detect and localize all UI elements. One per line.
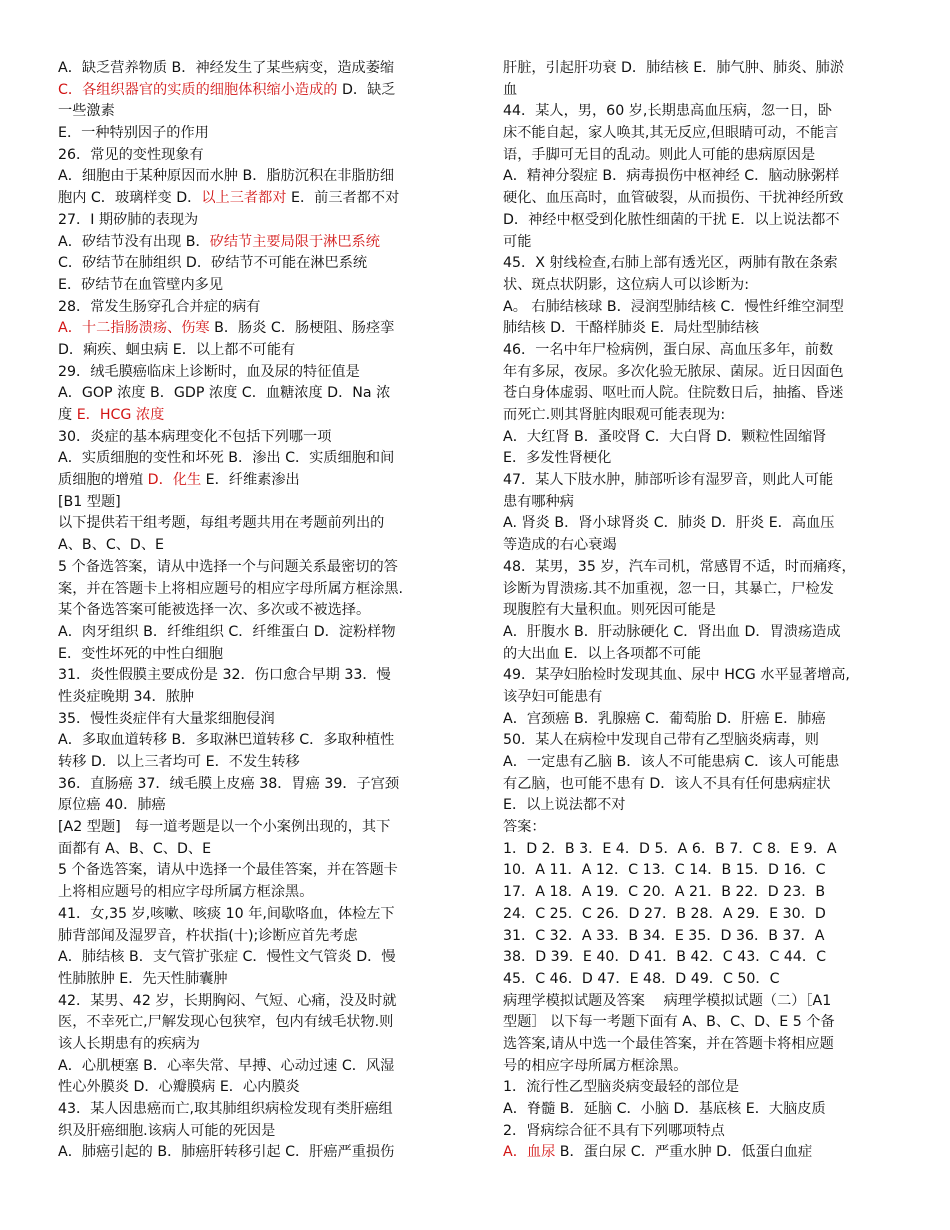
text-segment: 2．肾病综合征不具有下列哪项特点 <box>503 1122 725 1139</box>
text-line <box>503 665 893 687</box>
text-line <box>503 318 893 340</box>
text-line <box>58 362 448 384</box>
text-segment: 质细胞的增殖 <box>58 472 148 489</box>
text-segment: 苍白身体虚弱、呕吐而人院。住院数日后，抽搐、昏迷 <box>503 385 844 402</box>
highlighted-answer: A．十二指肠溃疡、伤寒 <box>58 320 210 337</box>
text-line <box>503 492 893 514</box>
text-segment: A。 右肺结核球 B．浸润型肺结核 C．慢性纤维空洞型 <box>503 298 844 315</box>
text-line <box>58 145 448 167</box>
text-segment: 肝脏，引起肝功衰 D．肺结核 E．肺气肿、肺炎、肺淤 <box>503 60 845 76</box>
text-segment: A．细胞由于某种原因而水肿 B．脂肪沉积在非脂肪细 <box>58 168 395 185</box>
text-segment: 可能 <box>503 233 532 250</box>
text-segment: 以下提供若干组考题，每组考题共用在考题前列出的 <box>58 515 385 532</box>
text-segment: 胞内 C．玻璃样变 D． <box>58 190 202 207</box>
text-line <box>503 210 893 232</box>
text-segment: 肺结核 D．干酪样肺炎 E．局灶型肺结核 <box>503 320 759 337</box>
text-segment: 29．绒毛膜癌临床上诊断时，血及尿的特征值是 <box>58 363 360 380</box>
text-segment: E．以上说法都不对 <box>503 797 626 814</box>
text-line <box>503 860 893 882</box>
text-line <box>58 1056 448 1078</box>
text-segment: 号的相应字母所属方框涂黑。 <box>503 1057 688 1074</box>
text-line <box>503 405 893 427</box>
text-segment: A．矽结节没有出现 B． <box>58 233 210 250</box>
text-line <box>503 275 893 297</box>
text-line <box>58 860 448 882</box>
text-segment: 选答案,请从中选一个最佳答案，并在答题卡将相应题 <box>503 1035 834 1052</box>
text-line <box>58 297 448 319</box>
text-line <box>58 839 448 861</box>
text-segment: A．脊髓 B．延脑 C．小脑 D．基底核 E．大脑皮质 <box>503 1101 826 1117</box>
text-segment: 一些激素 <box>58 103 115 120</box>
text-segment: 42．某男、42 岁，长期胸闷、气短、心痛，没及时就 <box>58 992 397 1009</box>
text-line <box>58 492 448 514</box>
text-segment: 5 个备选答案，请从中选择一个与问题关系最密切的答 <box>58 558 398 575</box>
text-segment: 等造成的右心衰竭 <box>503 537 617 554</box>
text-segment: 而死亡.则其肾脏肉眼观可能表现为: <box>503 407 726 423</box>
text-line <box>58 318 448 340</box>
text-segment: 26．常见的变性现象有 <box>58 146 204 163</box>
text-segment: A. 肾炎 B．肾小球肾炎 C．肺炎 D．肝炎 E．高血压 <box>503 515 835 532</box>
text-segment: 肺背部闻及湿罗音，杵状指(十);诊断应首先考虑 <box>58 927 358 944</box>
text-line <box>503 579 893 601</box>
text-line <box>503 991 893 1013</box>
text-line <box>58 1077 448 1099</box>
text-line <box>58 80 448 102</box>
text-segment: 48．某男，35 岁，汽车司机，常感胃不适，时而痛疼， <box>503 558 856 575</box>
text-segment: 度 <box>58 407 77 423</box>
text-segment: 现腹腔有大量积血。则死因可能是 <box>503 602 716 619</box>
text-line <box>503 1056 893 1078</box>
text-line <box>503 188 893 210</box>
text-segment: A．多取血道转移 B．多取淋巴道转移 C．多取种植性 <box>58 732 395 749</box>
text-segment: E．矽结节在血管壁内多见 <box>58 276 224 293</box>
text-line <box>503 253 893 275</box>
text-segment: 44．某人，男，60 岁,长期患高血压病，忽一日，卧 <box>503 103 832 120</box>
text-line <box>58 470 448 492</box>
text-segment: B．肠炎 C．肠梗阻、肠痉挛 <box>209 320 395 337</box>
text-segment: E．一种特别因子的作用 <box>58 125 209 142</box>
highlighted-answer: D．化生 <box>147 472 202 489</box>
text-segment: A．实质细胞的变性和坏死 B．渗出 C．实质细胞和间 <box>58 450 395 467</box>
text-line <box>58 1142 448 1164</box>
text-line <box>58 188 448 210</box>
text-segment: 10．A 11．A 12．C 13．C 14．B 15．D 16．C <box>503 862 826 879</box>
highlighted-answer: E．HCG 浓度 <box>76 407 165 423</box>
text-line <box>58 253 448 275</box>
text-line <box>503 1121 893 1143</box>
text-segment: 状、斑点状阴影，这位病人可以诊断为: <box>503 276 749 293</box>
text-line <box>58 709 448 731</box>
text-segment: 该孕妇可能患有 <box>503 688 603 705</box>
text-line <box>503 947 893 969</box>
text-segment: 35．慢性炎症伴有大量浆细胞侵润 <box>58 710 275 727</box>
text-line <box>58 795 448 817</box>
text-line <box>58 730 448 752</box>
text-line <box>58 817 448 839</box>
text-line <box>503 448 893 470</box>
text-segment: 有乙脑，也可能不患有 D．该人不具有任何患病症状 <box>503 775 831 792</box>
text-segment: 织及肝癌细胞.该病人可能的死因是 <box>58 1122 276 1139</box>
text-line <box>503 145 893 167</box>
text-line <box>503 622 893 644</box>
text-line <box>503 297 893 319</box>
text-segment: A．一定患有乙脑 B．该人不可能患病 C．该人可能患 <box>503 754 840 770</box>
text-line <box>58 535 448 557</box>
text-line <box>503 166 893 188</box>
text-segment: 性肺脓肿 E．先天性肺囊肿 <box>58 970 228 987</box>
text-line <box>503 1099 893 1121</box>
text-line <box>58 1034 448 1056</box>
text-line <box>58 752 448 774</box>
text-segment: 转移 D．以上三者均可 E．不发生转移 <box>58 754 300 770</box>
highlighted-answer: 以上三者都对 <box>201 190 287 207</box>
text-segment: 45．X 射线检查,右肺上部有透光区，两肺有散在条索 <box>503 255 838 272</box>
text-line <box>503 340 893 362</box>
text-segment: A．宫颈癌 B．乳腺癌 C．葡萄胎 D．肝癌 E．肺癌 <box>503 710 826 727</box>
text-segment: A．心肌梗塞 B．心率失常、早搏、心动过速 C．风湿 <box>58 1057 395 1074</box>
text-line <box>503 774 893 796</box>
text-segment: E．纤维素渗出 <box>201 472 300 489</box>
text-line <box>58 947 448 969</box>
text-segment: 面都有 A、B、C、D、E <box>58 840 212 857</box>
text-segment: A．GOP 浓度 B．GDP 浓度 C．血糖浓度 D．Na 浓 <box>58 385 391 402</box>
text-segment: 某个备选答案可能被选择一次、多次或不被选择。 <box>58 602 371 619</box>
text-line <box>503 513 893 535</box>
text-segment: 5 个备选答案，请从中选择一个最佳答案，并在答题卡 <box>58 862 398 879</box>
text-segment: A．肉牙组织 B．纤维组织 C．纤维蛋白 D．淀粉样物 <box>58 623 396 640</box>
text-segment: E．变性坏死的中性白细胞 <box>58 645 224 662</box>
text-line <box>503 969 893 991</box>
left-column <box>58 58 448 1164</box>
text-segment: A．精神分裂症 B．病毒损伤中枢神经 C．脑动脉粥样 <box>503 168 840 185</box>
text-line <box>503 470 893 492</box>
text-segment: 27．I 期矽肺的表现为 <box>58 211 199 228</box>
text-segment: B．蛋白尿 C．严重水肿 D．低蛋白血症 <box>555 1144 813 1161</box>
text-segment: 24．C 25．C 26．D 27．B 28．A 29．E 30．D <box>503 905 826 922</box>
text-line <box>58 340 448 362</box>
text-segment: 45．C 46．D 47．E 48．D 49．C 50．C <box>503 970 780 987</box>
text-segment: A．肝腹水 B．肝动脉硬化 C．肾出血 D．胃溃疡造成 <box>503 623 841 640</box>
text-segment: 1．流行性乙型脑炎病变最轻的部位是 <box>503 1079 740 1096</box>
text-segment: 型题］ 以下每一考题下面有 A、B、C、D、E 5 个备 <box>503 1014 835 1031</box>
text-segment: 17．A 18．A 19．C 20．A 21．B 22．D 23．B <box>503 884 826 901</box>
highlighted-answer: C．各组织器官的实质的细胞体积缩小造成的 <box>58 81 338 98</box>
text-segment: 31．炎性假膜主要成份是 32．伤口愈合早期 33．慢 <box>58 667 391 684</box>
text-line <box>58 101 448 123</box>
text-line <box>58 882 448 904</box>
text-segment: 36．直肠癌 37．绒毛膜上皮癌 38．胃癌 39．子宫颈 <box>58 775 400 792</box>
text-segment: 该人长期患有的疾病为 <box>58 1035 200 1052</box>
highlighted-answer: 矽结节主要局限于淋巴系统 <box>209 233 380 250</box>
text-line <box>503 644 893 666</box>
text-line <box>503 383 893 405</box>
text-segment: 性心外膜炎 D．心瓣膜病 E．心内膜炎 <box>58 1079 300 1096</box>
right-column <box>503 58 893 1164</box>
text-segment: 答案： <box>503 819 546 836</box>
text-line <box>503 123 893 145</box>
text-segment: D．神经中枢受到化脓性细菌的干扰 E．以上说法都不 <box>503 211 840 228</box>
text-segment: 患有哪种病 <box>503 493 574 510</box>
text-line <box>58 1099 448 1121</box>
text-line <box>503 926 893 948</box>
text-line <box>503 80 893 102</box>
text-segment: 诊断为胃溃疡.其不加重视，忽一日，其暴亡，尸检发 <box>503 580 834 597</box>
text-line <box>503 58 893 80</box>
text-line <box>58 774 448 796</box>
text-segment: 上将相应题号的相应字母所属方框涂黑。 <box>58 884 314 901</box>
text-line <box>58 275 448 297</box>
text-segment: 医，不幸死亡,尸解发现心包狭窄，包内有绒毛状物.则 <box>58 1014 394 1031</box>
text-line <box>58 665 448 687</box>
text-segment: 31．C 32．A 33．B 34．E 35．D 36．B 37．A <box>503 927 825 944</box>
text-segment: A．肺结核 B．支气管扩张症 C．慢性文气管炎 D．慢 <box>58 949 396 966</box>
text-line <box>58 579 448 601</box>
text-line <box>58 1012 448 1034</box>
text-segment: 30．炎症的基本病理变化不包括下列哪一项 <box>58 428 332 445</box>
text-segment: E．多发性肾梗化 <box>503 450 612 467</box>
text-line <box>58 904 448 926</box>
text-line <box>58 557 448 579</box>
text-line <box>58 1121 448 1143</box>
text-line <box>503 795 893 817</box>
text-line <box>58 991 448 1013</box>
text-line <box>503 752 893 774</box>
text-segment: 43．某人因患癌而亡,取其肺组织病检发现有类肝癌组 <box>58 1101 393 1117</box>
text-line <box>503 904 893 926</box>
text-line <box>503 882 893 904</box>
text-line <box>58 687 448 709</box>
text-segment: A．大红肾 B．蚤咬肾 C．大白肾 D．颗粒性固缩肾 <box>503 428 827 445</box>
text-line <box>503 687 893 709</box>
text-line <box>58 383 448 405</box>
text-line <box>503 362 893 384</box>
text-line <box>58 123 448 145</box>
text-line <box>58 969 448 991</box>
text-segment: 49．某孕妇胎检时发现其血、尿中 HCG 水平显著增高, <box>503 667 850 684</box>
text-segment: 病理学模拟试题及答案 病理学模拟试题（二）［A1 <box>503 992 832 1009</box>
text-line <box>503 557 893 579</box>
text-line <box>503 1077 893 1099</box>
text-line <box>503 730 893 752</box>
text-line <box>503 600 893 622</box>
text-segment: 床不能自起，家人唤其,其无反应,但眼睛可动，不能言 <box>503 125 839 142</box>
text-segment: A．缺乏营养物质 B．神经发生了某些病变，造成萎缩 <box>58 60 395 76</box>
text-segment: 血 <box>503 81 518 98</box>
text-line <box>503 1012 893 1034</box>
text-line <box>503 427 893 449</box>
text-line <box>58 405 448 427</box>
text-segment: [A2 型题] 每一道考题是以一个小案例出现的，其下 <box>58 819 391 836</box>
text-line <box>58 210 448 232</box>
text-line <box>58 448 448 470</box>
text-segment: [B1 型题] <box>58 493 121 510</box>
text-line <box>58 513 448 535</box>
text-line <box>503 1034 893 1056</box>
text-line <box>58 926 448 948</box>
text-line <box>58 427 448 449</box>
text-segment: A．肺癌引起的 B．肺癌肝转移引起 C．肝癌严重损伤 <box>58 1144 395 1161</box>
text-segment: 案，并在答题卡上将相应题号的相应字母所属方框涂黑. <box>58 580 404 597</box>
highlighted-answer: A．血尿 <box>503 1144 556 1161</box>
text-line <box>58 166 448 188</box>
text-segment: C．矽结节在肺组织 D．矽结节不可能在淋巴系统 <box>58 255 368 272</box>
text-segment: A、B、C、D、E <box>58 537 164 554</box>
text-segment: 47．某人下肢水肿，肺部听诊有湿罗音，则此人可能 <box>503 472 834 489</box>
text-segment: 28．常发生肠穿孔合并症的病有 <box>58 298 261 315</box>
text-line <box>503 535 893 557</box>
text-segment: 硬化、血压高时，血管破裂，从而损伤、干扰神经所致 <box>503 190 844 207</box>
text-line <box>58 644 448 666</box>
text-line <box>58 600 448 622</box>
text-segment: 语，手脚可无目的乱动。则此人可能的患病原因是 <box>503 146 816 163</box>
text-line <box>503 1142 893 1164</box>
text-segment: 46．一名中年尸检病例，蛋白尿、高血压多年，前数 <box>503 341 834 358</box>
text-line <box>503 817 893 839</box>
text-line <box>58 232 448 254</box>
text-segment: 性炎症晚期 34．脓肿 <box>58 688 195 705</box>
text-segment: D．缺乏 <box>337 81 396 98</box>
text-segment: 的大出血 E．以上各项都不可能 <box>503 645 701 662</box>
text-segment: E．前三者都不对 <box>286 190 400 207</box>
text-line <box>58 58 448 80</box>
text-segment: 1．D 2．B 3．E 4．D 5．A 6．B 7．C 8．E 9．A <box>503 840 837 857</box>
text-line <box>503 709 893 731</box>
text-line <box>503 839 893 861</box>
text-line <box>503 232 893 254</box>
text-segment: 41．女,35 岁,咳嗽、咳痰 10 年,间歇咯血，体检左下 <box>58 905 395 922</box>
text-segment: 38．D 39．E 40．D 41．B 42．C 43．C 44．C <box>503 949 827 966</box>
text-line <box>58 622 448 644</box>
text-segment: 50．某人在病检中发现自己带有乙型脑炎病毒，则 <box>503 732 819 749</box>
text-segment: 年有多尿，夜尿。多次化验无脓尿、菌尿。近日因面色 <box>503 363 844 380</box>
text-segment: 原位癌 40．肺癌 <box>58 797 166 814</box>
text-segment: D．痢疾、蛔虫病 E．以上都不可能有 <box>58 341 296 358</box>
text-line <box>503 101 893 123</box>
